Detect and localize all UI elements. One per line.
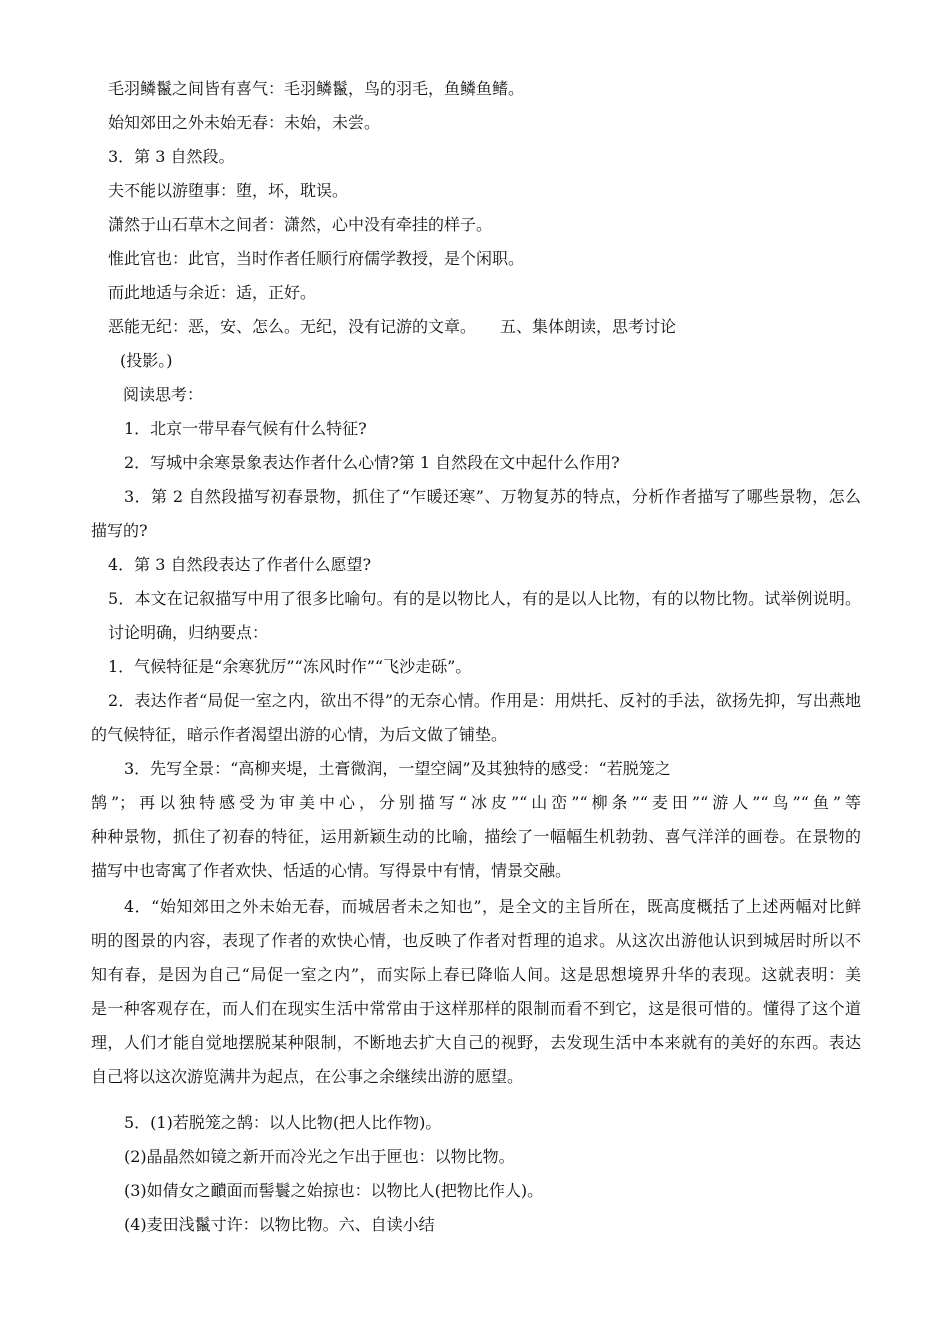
text-line: 是一种客观存在，而人们在现实生活中常常由于这样那样的限制而看不到它，这是很可惜的。懂得了这个道: [91, 999, 861, 1018]
text-line: 而此地适与余近：适，正好。: [108, 283, 317, 302]
text-line: 鹄”；再以独特感受为审美中心，分别描写“冰皮”“山峦”“柳条”“麦田”“游人”“鸟”“鱼”等: [91, 793, 861, 812]
text-line: 理，人们才能自觉地摆脱某种限制，不断地去扩大自己的视野，去发现生活中本来就有的美好的东西。表达: [91, 1033, 861, 1052]
text-line: 4．“始知郊田之外未始无春，而城居者未之知也”，是全文的主旨所在，既高度概括了上述两幅对比鲜: [124, 897, 861, 916]
text-line: 1．北京一带早春气候有什么特征?: [124, 419, 367, 438]
text-line: 3．第 2 自然段描写初春景物，抓住了“乍暖还寒”、万物复苏的特点，分析作者描写了哪些景物，怎么: [124, 487, 861, 506]
text-line: 3．先写全景：“高柳夹堤，土膏微润，一望空阔”及其独特的感受：“若脱笼之: [124, 759, 671, 778]
text-line: (4)麦田浅鬣寸许：以物比物。六、自读小结: [124, 1215, 435, 1234]
text-line: 始知郊田之外未始无春：未始，未尝。: [108, 113, 381, 132]
text-line: 2．表达作者“局促一室之内，欲出不得”的无奈心情。作用是：用烘托、反衬的手法，欲扬先抑，写出燕地: [108, 691, 861, 710]
text-line: 3．第 3 自然段。: [108, 147, 235, 166]
text-line: 4．第 3 自然段表达了作者什么愿望?: [108, 555, 372, 574]
text-line: 惟此官也：此官，当时作者任顺行府儒学教授，是个闲职。: [108, 249, 525, 268]
text-line: (2)晶晶然如镜之新开而冷光之乍出于匣也：以物比物。: [124, 1147, 515, 1166]
text-line: (投影。): [120, 351, 173, 370]
text-line: 知有春，是因为自己“局促一室之内”，而实际上春已降临人间。这是思想境界升华的表现。这就表明：美: [91, 965, 861, 984]
text-line: 的气候特征，暗示作者渴望出游的心情，为后文做了铺垫。: [91, 725, 508, 744]
text-line: 描写的?: [91, 521, 148, 540]
text-line: 1．气候特征是“余寒犹厉”“冻风时作”“飞沙走砾”。: [108, 657, 472, 676]
text-line: (3)如倩女之靧面而髻鬟之始掠也：以物比人(把物比作人)。: [124, 1181, 544, 1200]
text-line: 描写中也寄寓了作者欢快、恬适的心情。写得景中有情，情景交融。: [91, 861, 572, 880]
text-line: 阅读思考：: [123, 385, 204, 404]
text-line: 5．本文在记叙描写中用了很多比喻句。有的是以物比人，有的是以人比物，有的以物比物。试举例说明。: [108, 589, 861, 608]
text-line: 讨论明确，归纳要点：: [108, 623, 269, 642]
text-line: 明的图景的内容，表现了作者的欢快心情，也反映了作者对哲理的追求。从这次出游他认识到城居时所以不: [91, 931, 861, 950]
text-line: 5．(1)若脱笼之鹄：以人比物(把人比作物)。: [124, 1113, 442, 1132]
text-line: 夫不能以游堕事：堕，坏，耽误。: [108, 181, 349, 200]
text-line: 毛羽鳞鬣之间皆有喜气：毛羽鳞鬣，鸟的羽毛，鱼鳞鱼鳍。: [108, 79, 525, 98]
text-line: 2．写城中余寒景象表达作者什么心情?第 1 自然段在文中起什么作用?: [124, 453, 620, 472]
text-line: 种种景物，抓住了初春的特征，运用新颖生动的比喻，描绘了一幅幅生机勃勃、喜气洋洋的画卷。在景物的: [91, 827, 861, 846]
text-line: 潇然于山石草木之间者：潇然，心中没有牵挂的样子。: [108, 215, 493, 234]
text-line: 自己将以这次游览满井为起点，在公事之余继续出游的愿望。: [91, 1067, 524, 1086]
text-line: 恶能无纪：恶，安、怎么。无纪，没有记游的文章。 五、集体朗读，思考讨论: [108, 317, 677, 336]
